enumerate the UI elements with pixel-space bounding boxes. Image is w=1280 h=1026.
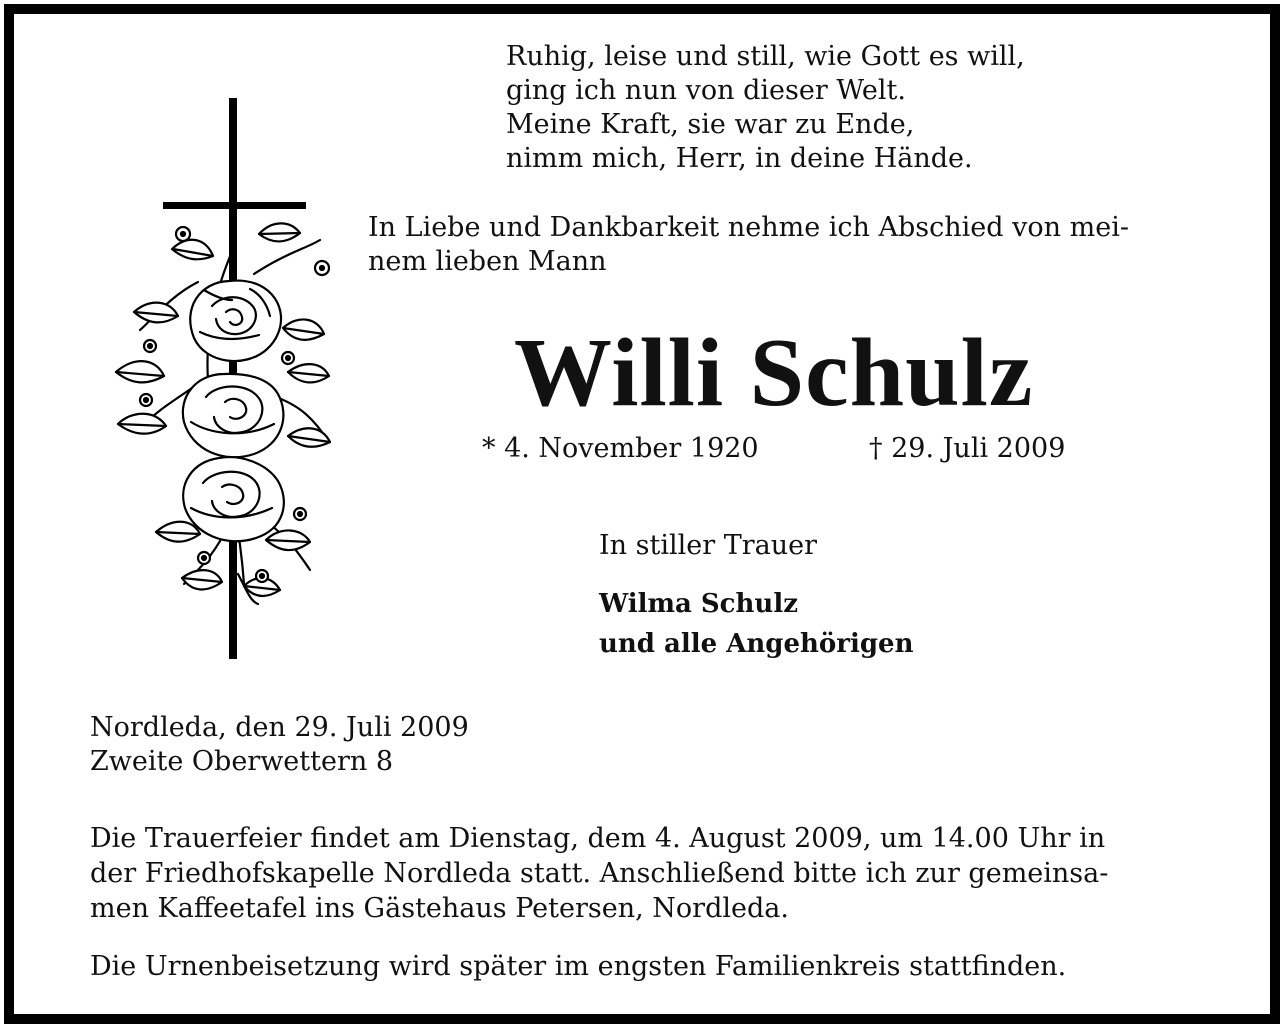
place-date-line: Nordleda, den 29. Juli 2009 — [90, 712, 469, 743]
ceremony-line-2: der Friedhofskapelle Nordleda statt. Anschließend bitte ich zur gemeinsa- — [90, 858, 1109, 889]
deceased-name: Willi Schulz — [514, 319, 1034, 427]
obituary-notice-frame — [4, 4, 1280, 1024]
place-and-address — [90, 711, 469, 779]
funeral-ceremony-text — [90, 821, 1230, 926]
cross-with-roses-icon — [74, 84, 334, 659]
farewell-intro — [368, 211, 1228, 279]
birth-date: * 4. November 1920 — [482, 433, 759, 464]
farewell-intro-line-1: In Liebe und Dankbarkeit nehme ich Abschied von mei- — [368, 212, 1129, 243]
mourner-line-2: und alle Angehörigen — [599, 629, 914, 659]
mourning-label: In stiller Trauer — [599, 530, 818, 561]
obituary-notice — [14, 14, 1270, 1014]
address-line: Zweite Oberwettern 8 — [90, 746, 394, 777]
ceremony-line-1: Die Trauerfeier findet am Dienstag, dem 4. August 2009, um 14.00 Uhr in — [90, 823, 1106, 854]
death-date: † 29. Juli 2009 — [869, 433, 1066, 464]
memorial-poem: Ruhig, leise und still, wie Gott es will, ging ich nun von dieser Welt. Meine Kraft, sie war zu Ende, nimm mich, Herr, in deine Hände. — [506, 41, 1025, 174]
urn-burial-text: Die Urnenbeisetzung wird später im engsten Familienkreis stattfinden. — [90, 951, 1067, 982]
mourners — [599, 584, 913, 664]
ceremony-line-3: men Kaffeetafel ins Gästehaus Petersen, Nordleda. — [90, 893, 789, 924]
mourner-line-1: Wilma Schulz — [599, 589, 798, 619]
farewell-intro-line-2: nem lieben Mann — [368, 246, 607, 277]
